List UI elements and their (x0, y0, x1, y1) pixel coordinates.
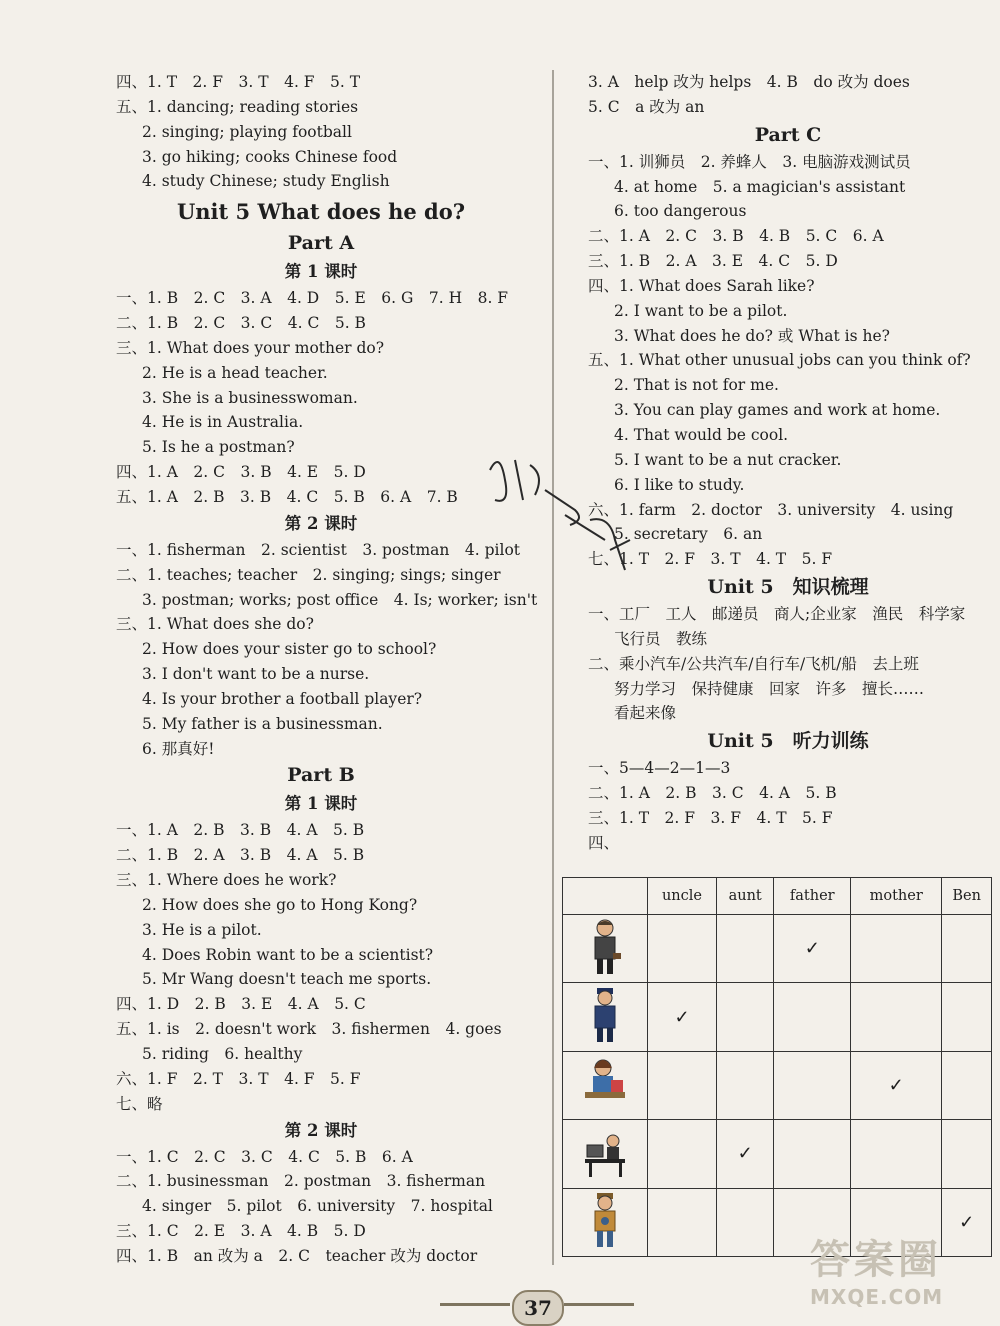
answer-line: 一、工厂 工人 邮递员 商人;企业家 渔民 科学家 (588, 605, 966, 624)
picture-cell (563, 1051, 648, 1119)
answer-line: 5. I want to be a nut cracker. (614, 450, 842, 469)
watermark (810, 1228, 990, 1320)
answer-line: 三、1. Where does he work? (116, 871, 337, 890)
picture-cell (563, 1188, 648, 1256)
answer-line: 三、1. What does your mother do? (116, 338, 385, 357)
check-cell: ✓ (851, 1051, 942, 1119)
answer-line: 5. Mr Wang doesn't teach me sports. (142, 970, 432, 989)
check-cell (774, 1051, 851, 1119)
answer-line: 飞行员 教练 (614, 629, 708, 648)
answer-line: 2. How does she go to Hong Kong? (142, 895, 418, 914)
check-cell (716, 1051, 773, 1119)
table-row (563, 1051, 992, 1119)
answer-line: 二、1. B 2. A 3. B 4. A 5. B (116, 846, 365, 865)
check-cell (942, 915, 992, 983)
page-number: 37 (512, 1290, 564, 1326)
check-cell (648, 1051, 717, 1119)
answer-line: 二、1. A 2. C 3. B 4. B 5. C 6. A (588, 227, 884, 246)
answer-line: 3. I don't want to be a nurse. (142, 665, 370, 684)
section-heading: Part B (287, 764, 355, 787)
answer-line: 4. He is in Australia. (142, 413, 304, 432)
answer-line: 2. singing; playing football (142, 122, 352, 141)
check-cell (716, 915, 773, 983)
answer-line: 二、1. teaches; teacher 2. singing; sings; singer (116, 565, 501, 584)
answer-line: 3. What does he do? 或 What is he? (614, 326, 890, 345)
column-divider (552, 70, 554, 1265)
answer-line: 5. riding 6. healthy (142, 1045, 303, 1063)
answer-line: 3. She is a businesswoman. (142, 388, 358, 407)
answer-line: 四、1. B an 改为 a 2. C teacher 改为 doctor (116, 1246, 478, 1265)
page-ornament-left (440, 1303, 510, 1306)
answer-line: 4. That would be cool. (614, 425, 789, 444)
table-corner-cell (563, 878, 648, 915)
answer-line: 一、1. 训狮员 2. 养蜂人 3. 电脑游戏测试员 (588, 152, 911, 171)
check-cell (648, 1120, 717, 1188)
picture-cell (563, 915, 648, 983)
header-ben: Ben (942, 878, 992, 915)
answer-line: 四、1. T 2. F 3. T 4. F 5. T (116, 73, 361, 91)
postman-figure-icon (580, 1191, 630, 1251)
check-cell (851, 915, 942, 983)
table-header-row (563, 878, 992, 915)
check-cell: ✓ (942, 1188, 992, 1256)
picture-cell (563, 1120, 648, 1188)
check-cell (851, 1120, 942, 1188)
answer-line: 二、1. businessman 2. postman 3. fisherman (116, 1172, 486, 1191)
listening-answer-table (562, 877, 992, 1257)
header-aunt: aunt (716, 878, 773, 915)
watermark-line1: 答案圈 (810, 1237, 942, 1283)
section-heading: Unit 5 听力训练 (707, 730, 869, 753)
answer-line: 一、1. fisherman 2. scientist 3. postman 4. pilot (116, 540, 521, 559)
check-cell: ✓ (774, 915, 851, 983)
answer-line: 2. That is not for me. (614, 376, 779, 395)
section-heading: 第 2 课时 (284, 1120, 358, 1140)
picture-cell (563, 983, 648, 1051)
answer-line: 6. 那真好! (142, 739, 215, 758)
answer-line: 5. secretary 6. an (614, 525, 763, 544)
answer-line: 4. Does Robin want to be a scientist? (142, 945, 434, 964)
check-cell (942, 983, 992, 1051)
check-cell (716, 983, 773, 1051)
answer-line: 5. My father is a businessman. (142, 714, 383, 733)
answer-line: 四、 (588, 833, 620, 852)
header-mother: mother (851, 878, 942, 915)
check-cell (648, 915, 717, 983)
person-at-computer-figure-icon (580, 1123, 630, 1183)
answer-line: 4. study Chinese; study English (142, 172, 390, 191)
left-column (116, 70, 538, 1269)
handwritten-scribble (470, 430, 670, 590)
answer-line: 一、1. C 2. C 3. C 4. C 5. B 6. A (116, 1147, 413, 1166)
answer-line: 3. go hiking; cooks Chinese food (142, 147, 398, 166)
check-cell: ✓ (648, 983, 717, 1051)
answer-line: 二、1. B 2. C 3. C 4. C 5. B (116, 314, 366, 333)
check-cell: ✓ (716, 1120, 773, 1188)
answer-line: 4. at home 5. a magician's assistant (614, 177, 906, 196)
check-cell (648, 1188, 717, 1256)
answer-line: 5. Is he a postman? (142, 438, 295, 457)
section-heading: Unit 5 What does he do? (176, 199, 466, 225)
answer-line: 4. Is your brother a football player? (142, 689, 423, 708)
answer-line: 6. too dangerous (614, 202, 747, 221)
answer-line: 五、1. A 2. B 3. B 4. C 5. B 6. A 7. B (116, 487, 458, 506)
answer-line: 2. He is a head teacher. (142, 363, 328, 382)
answer-line: 四、1. A 2. C 3. B 4. E 5. D (116, 463, 366, 482)
answer-line: 6. I like to study. (614, 475, 745, 494)
section-heading: 第 1 课时 (284, 262, 358, 282)
answer-line: 二、1. A 2. B 3. C 4. A 5. B (588, 784, 837, 803)
check-cell (774, 1120, 851, 1188)
check-cell (942, 1051, 992, 1119)
answer-line: 2. How does your sister go to school? (142, 640, 437, 659)
check-cell (851, 983, 942, 1051)
answer-line: 二、乘小汽车/公共汽车/自行车/飞机/船 去上班 (588, 654, 919, 673)
answer-line: 一、1. A 2. B 3. B 4. A 5. B (116, 821, 365, 840)
answer-line: 2. I want to be a pilot. (614, 301, 788, 320)
table-row (563, 1120, 992, 1188)
page-ornament-right (564, 1303, 634, 1306)
check-cell (942, 1120, 992, 1188)
answer-line: 3. A help 改为 helps 4. B do 改为 does (588, 73, 910, 91)
answer-line: 4. singer 5. pilot 6. university 7. hospital (142, 1197, 493, 1216)
answer-line: 看起来像 (614, 704, 677, 723)
answer-line: 3. postman; works; post office 4. Is; worker; isn't (142, 590, 538, 609)
answer-line: 七、1. T 2. F 3. T 4. T 5. F (588, 550, 833, 569)
section-heading: 第 1 课时 (284, 794, 358, 814)
table-row (563, 983, 992, 1051)
answer-line: 四、1. D 2. B 3. E 4. A 5. C (116, 995, 366, 1014)
section-heading: 第 2 课时 (284, 513, 358, 533)
businessman-figure-icon (580, 918, 630, 978)
answer-line: 五、1. is 2. doesn't work 3. fishermen 4. goes (116, 1020, 502, 1039)
table-row (563, 915, 992, 983)
answer-line: 3. He is a pilot. (142, 920, 262, 939)
answer-line: 努力学习 保持健康 回家 许多 擅长…… (614, 679, 925, 698)
section-heading: Part C (754, 123, 822, 146)
answer-line: 四、1. What does Sarah like? (588, 276, 815, 295)
answer-line: 一、1. B 2. C 3. A 4. D 5. E 6. G 7. H 8. F (116, 289, 509, 308)
header-uncle: uncle (648, 878, 717, 915)
check-cell (716, 1188, 773, 1256)
answer-line: 五、1. dancing; reading stories (116, 97, 359, 116)
police-officer-figure-icon (580, 986, 630, 1046)
answer-line: 六、1. farm 2. doctor 3. university 4. using (588, 500, 954, 519)
answer-line: 一、5—4—2—1—3 (588, 759, 731, 778)
answer-line: 三、1. What does she do? (116, 615, 314, 634)
answer-line: 七、略 (116, 1094, 163, 1113)
answer-line: 5. C a 改为 an (588, 97, 705, 116)
watermark-line2: MXQE.COM (810, 1285, 944, 1309)
check-cell (774, 983, 851, 1051)
answer-line: 三、1. C 2. E 3. A 4. B 5. D (116, 1222, 366, 1241)
answer-line: 3. You can play games and work at home. (614, 401, 941, 420)
answer-line: 三、1. B 2. A 3. E 4. C 5. D (588, 252, 838, 271)
section-heading: Part A (287, 232, 355, 255)
answer-line: 六、1. F 2. T 3. T 4. F 5. F (116, 1069, 361, 1088)
woman-at-desk-figure-icon (580, 1054, 630, 1114)
header-father: father (774, 878, 851, 915)
section-heading: Unit 5 知识梳理 (707, 576, 869, 599)
answer-line: 五、1. What other unusual jobs can you think of? (588, 351, 971, 370)
answer-line: 三、1. T 2. F 3. F 4. T 5. F (588, 808, 833, 827)
